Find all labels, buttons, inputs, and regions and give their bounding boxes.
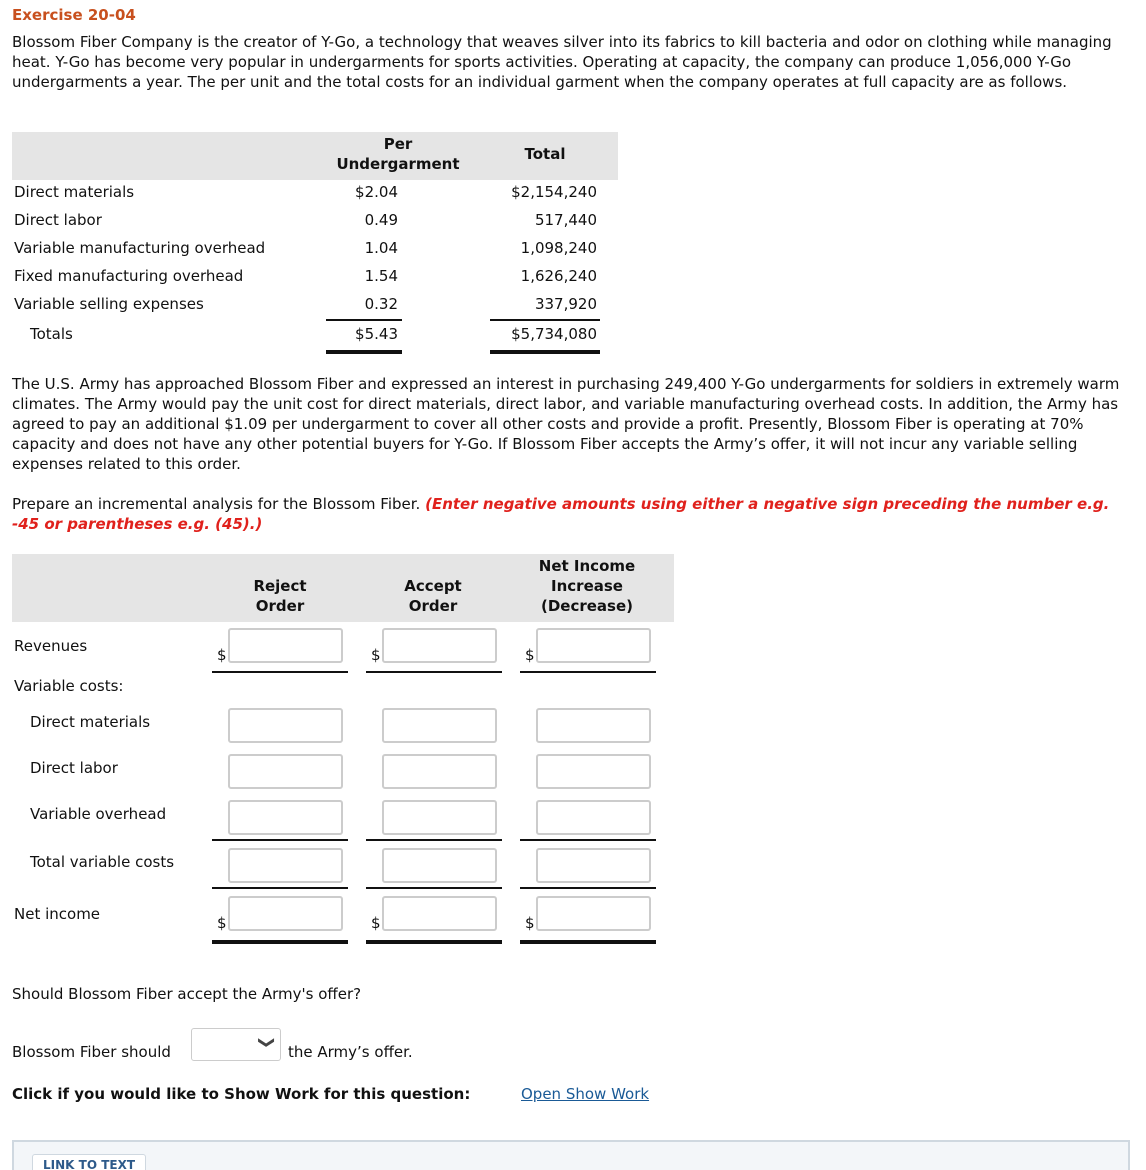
currency-symbol: $ bbox=[217, 646, 227, 664]
row-rule bbox=[212, 887, 348, 889]
row-rule bbox=[366, 671, 502, 673]
accept-net-income-input[interactable] bbox=[382, 896, 497, 931]
row-label-direct-labor: Direct labor bbox=[30, 759, 118, 777]
cost-row-total: 1,626,240 bbox=[520, 267, 597, 285]
col-total: Total bbox=[524, 145, 566, 163]
row-rule bbox=[212, 839, 348, 841]
subtotal-rule bbox=[326, 319, 402, 321]
link-to-text-button[interactable]: LINK TO TEXT bbox=[32, 1154, 146, 1170]
row-label-revenues: Revenues bbox=[14, 637, 88, 655]
accept-variable-overhead-input[interactable] bbox=[382, 800, 497, 835]
row-rule bbox=[366, 839, 502, 841]
row-rule bbox=[212, 671, 348, 673]
question-text: Should Blossom Fiber accept the Army's offer? bbox=[12, 985, 362, 1003]
reject-variable-overhead-input[interactable] bbox=[228, 800, 343, 835]
cost-row-per: 1.54 bbox=[364, 267, 398, 285]
currency-symbol: $ bbox=[217, 914, 227, 932]
exercise-title: Exercise 20-04 bbox=[12, 6, 136, 24]
total-rule bbox=[520, 940, 656, 944]
cost-row-label: Fixed manufacturing overhead bbox=[14, 267, 244, 285]
cost-row-per: 0.32 bbox=[364, 295, 398, 313]
row-label-variable-costs: Variable costs: bbox=[14, 677, 124, 695]
instruction-note: (Enter negative amounts using either a negative sign preceding the number e.g. -45 or parentheses e.g. (45).) bbox=[12, 495, 1110, 533]
cost-row-total: 1,098,240 bbox=[520, 239, 597, 257]
row-label-variable-overhead: Variable overhead bbox=[30, 805, 167, 823]
subtotal-rule bbox=[490, 319, 600, 321]
total-rule bbox=[212, 940, 348, 944]
cost-row-per: 0.49 bbox=[364, 211, 398, 229]
currency-symbol: $ bbox=[371, 914, 381, 932]
intro-paragraph: Blossom Fiber Company is the creator of Y-Go, a technology that weaves silver into its fabrics to kill bacteria and odor on clothing while managing heat. Y-Go has become very popular in undergarments for sports activities. Operating at capacity, the company can produce 1,056,000 Y-Go undergarments a year. The per unit and the total costs for an individual garment when the company operates at full capacity are as follows. bbox=[12, 33, 1112, 91]
open-show-work-link[interactable]: Open Show Work bbox=[521, 1085, 650, 1103]
instruction-paragraph bbox=[12, 494, 1132, 534]
cost-totals-label: Totals bbox=[30, 325, 73, 343]
row-label-net-income: Net income bbox=[14, 905, 101, 923]
reject-direct-materials-input[interactable] bbox=[228, 708, 343, 743]
cost-row-label: Direct labor bbox=[14, 211, 102, 229]
cost-row-label: Direct materials bbox=[14, 183, 135, 201]
total-rule bbox=[366, 940, 502, 944]
resources-panel bbox=[12, 1140, 1130, 1170]
accept-direct-materials-input[interactable] bbox=[382, 708, 497, 743]
row-rule bbox=[520, 839, 656, 841]
col-accept-order: Accept Order bbox=[404, 577, 462, 615]
accept-total-variable-costs-input[interactable] bbox=[382, 848, 497, 883]
reject-revenues-input[interactable] bbox=[228, 628, 343, 663]
cost-row-label: Variable selling expenses bbox=[14, 295, 204, 313]
row-rule bbox=[520, 671, 656, 673]
reject-total-variable-costs-input[interactable] bbox=[228, 848, 343, 883]
total-rule bbox=[490, 350, 600, 354]
cost-row-total: $2,154,240 bbox=[511, 183, 597, 201]
show-work-prompt: Click if you would like to Show Work for this question: bbox=[12, 1085, 471, 1103]
answer-suffix: the Army’s offer. bbox=[288, 1043, 413, 1061]
currency-symbol: $ bbox=[525, 914, 535, 932]
row-rule bbox=[366, 887, 502, 889]
net-direct-materials-input[interactable] bbox=[536, 708, 651, 743]
scenario-paragraph: The U.S. Army has approached Blossom Fiber and expressed an interest in purchasing 249,400 Y-Go undergarments for soldiers in extremely warm climates. The Army would pay the unit cost for direct materials, direct labor, and variable manufacturing overhead costs. In addition, the Army has agreed to pay an additional $1.09 per undergarment to cover all other costs and provide a profit. Presently, Blossom Fiber is operating at 70% capacity and does not have any other potential buyers for Y-Go. If Blossom Fiber accepts the Army’s offer, it will not incur any variable selling expenses related to this order. bbox=[12, 375, 1120, 473]
accept-reject-dropdown[interactable] bbox=[191, 1028, 281, 1061]
row-label-total-variable-costs: Total variable costs bbox=[30, 853, 175, 871]
answer-prefix: Blossom Fiber should bbox=[12, 1043, 171, 1061]
instruction-text: Prepare an incremental analysis for the Blossom Fiber. bbox=[12, 495, 426, 513]
cost-row-label: Variable manufacturing overhead bbox=[14, 239, 266, 257]
row-label-direct-materials: Direct materials bbox=[30, 713, 151, 731]
net-direct-labor-input[interactable] bbox=[536, 754, 651, 789]
row-rule bbox=[520, 887, 656, 889]
currency-symbol: $ bbox=[371, 646, 381, 664]
reject-net-income-input[interactable] bbox=[228, 896, 343, 931]
reject-direct-labor-input[interactable] bbox=[228, 754, 343, 789]
net-total-variable-costs-input[interactable] bbox=[536, 848, 651, 883]
accept-direct-labor-input[interactable] bbox=[382, 754, 497, 789]
cost-totals-per: $5.43 bbox=[355, 325, 398, 343]
col-net-income-change: Net Income Increase (Decrease) bbox=[538, 557, 636, 615]
accept-revenues-input[interactable] bbox=[382, 628, 497, 663]
cost-totals-total: $5,734,080 bbox=[511, 325, 597, 343]
cost-row-per: 1.04 bbox=[364, 239, 398, 257]
cost-row-per: $2.04 bbox=[355, 183, 398, 201]
total-rule bbox=[326, 350, 402, 354]
col-reject-order: Reject Order bbox=[253, 577, 307, 615]
net-variable-overhead-input[interactable] bbox=[536, 800, 651, 835]
cost-row-total: 337,920 bbox=[534, 295, 597, 313]
net-net-income-input[interactable] bbox=[536, 896, 651, 931]
cost-row-total: 517,440 bbox=[534, 211, 597, 229]
net-revenues-input[interactable] bbox=[536, 628, 651, 663]
col-per-undergarment: Per Undergarment bbox=[336, 135, 460, 173]
currency-symbol: $ bbox=[525, 646, 535, 664]
chevron-down-icon: ❯ bbox=[257, 1035, 277, 1050]
